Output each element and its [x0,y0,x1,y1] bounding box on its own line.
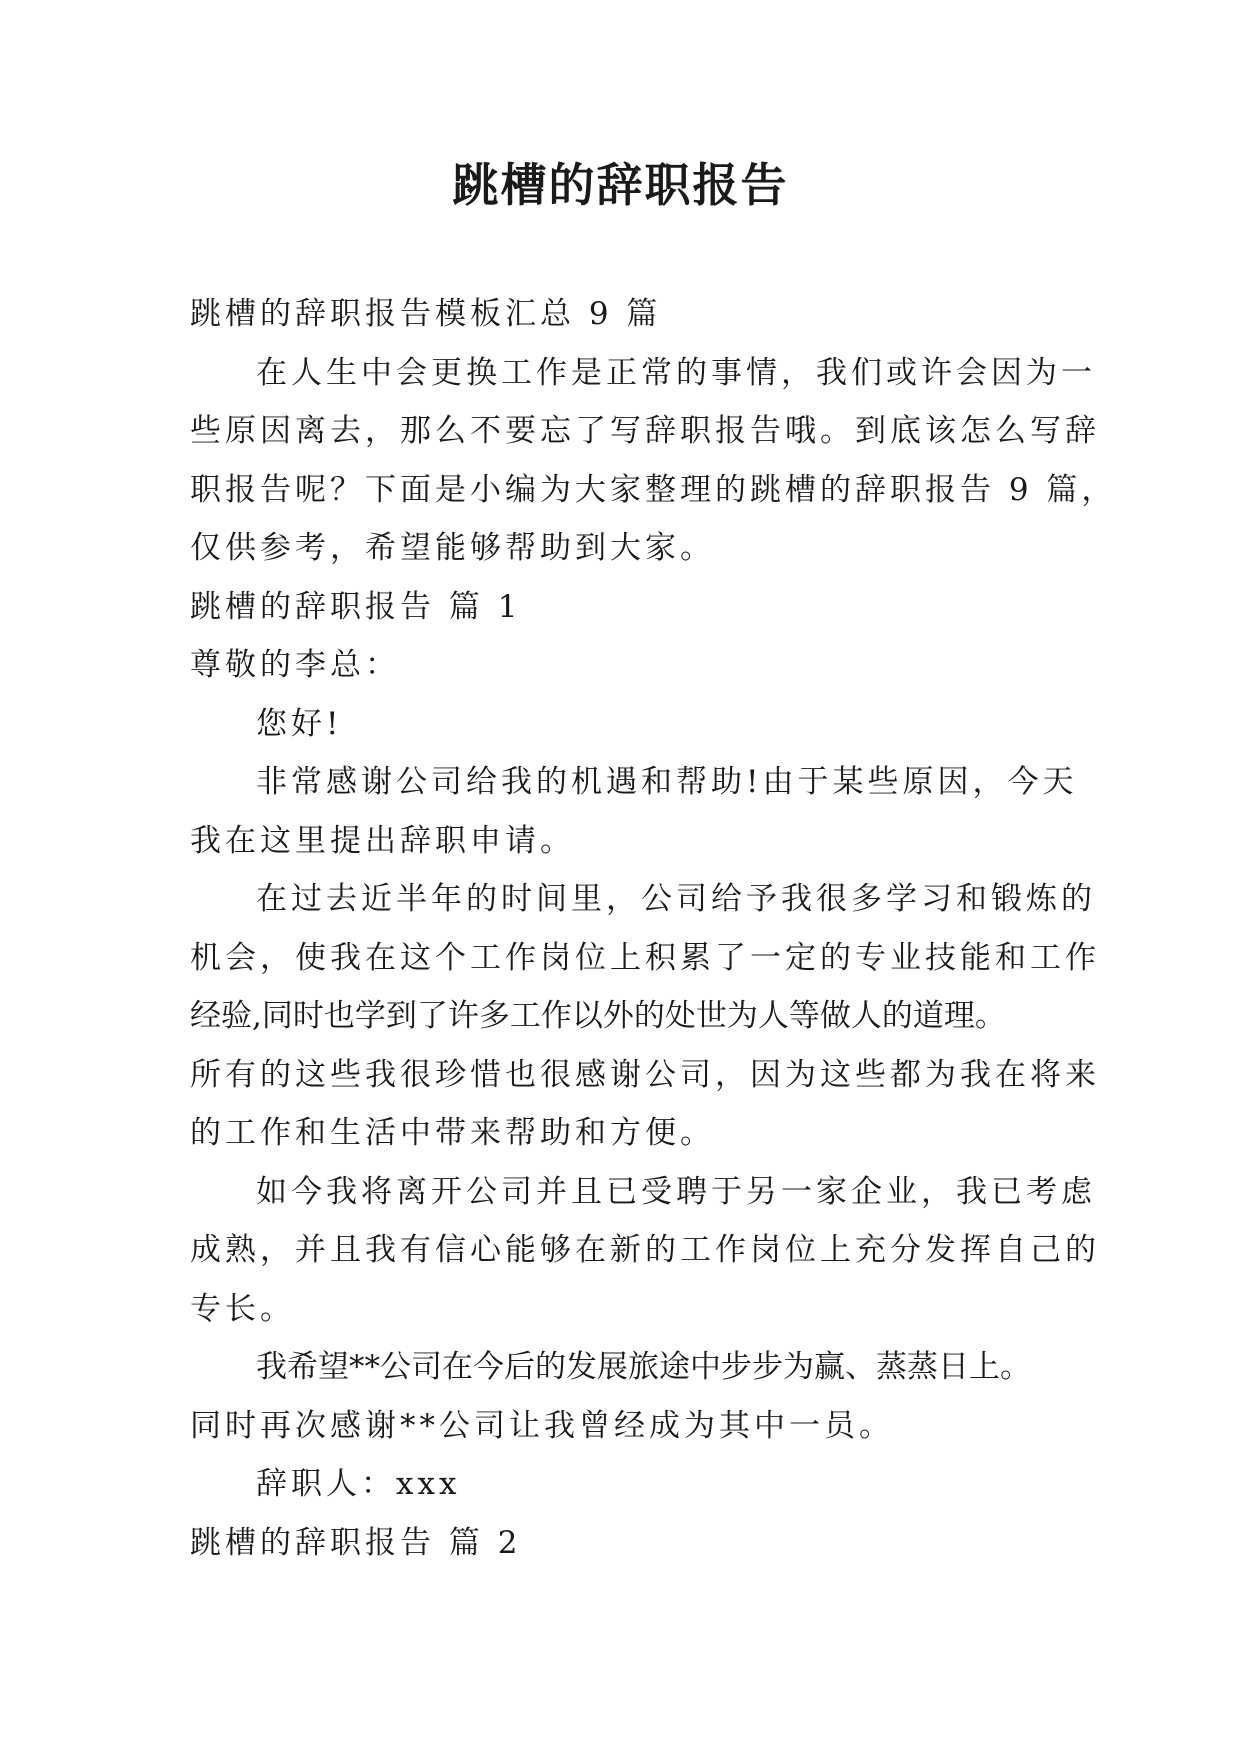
salutation: 尊敬的李总： [190,647,400,683]
paragraph-line: 非常感谢公司给我的机遇和帮助!由于某些原因，今天 [256,764,1078,800]
paragraph-line: 专长。 [190,1290,295,1327]
paragraph-line: 职报告呢？下面是小编为大家整理的跳槽的辞职报告 9 篇， [190,471,1117,508]
paragraph-line: 我希望**公司在今后的发展旅途中步步为赢、蒸蒸日上。 [256,1349,1031,1385]
paragraph-line: 成熟，并且我有信心能够在新的工作岗位上充分发挥自己的 [190,1232,1100,1268]
paragraph-line: 的工作和生活中带来帮助和方便。 [190,1115,715,1151]
paragraph-line: 所有的这些我很珍惜也很感谢公司，因为这些都为我在将来 [190,1056,1100,1093]
paragraph-line: 在过去近半年的时间里，公司给予我很多学习和锻炼的 [256,881,1096,917]
paragraph-line: 经验,同时也学到了许多工作以外的处世为人等做人的道理。 [190,998,1006,1034]
paragraph-line: 机会，使我在这个工作岗位上积累了一定的专业技能和工作 [190,939,1100,976]
greeting: 您好! [256,705,343,742]
document-title: 跳槽的辞职报告 [452,158,789,212]
section-heading: 跳槽的辞职报告 篇 1 [190,588,522,625]
subtitle-line: 跳槽的辞职报告模板汇总 9 篇 [190,296,662,332]
paragraph-line: 在人生中会更换工作是正常的事情，我们或许会因为一 [256,354,1096,391]
paragraph-line: 些原因离去，那么不要忘了写辞职报告哦。到底该怎么写辞 [190,413,1100,449]
document-body [190,285,1117,1572]
signature-line: 辞职人：xxx [256,1466,461,1502]
paragraph-line: 我在这里提出辞职申请。 [190,822,575,859]
paragraph-line: 仅供参考，希望能够帮助到大家。 [190,530,715,566]
paragraph-line: 同时再次感谢**公司让我曾经成为其中一员。 [190,1407,894,1444]
section-heading: 跳槽的辞职报告 篇 2 [190,1524,522,1561]
paragraph-line: 如今我将离开公司并且已受聘于另一家企业，我已考虑 [256,1173,1096,1210]
